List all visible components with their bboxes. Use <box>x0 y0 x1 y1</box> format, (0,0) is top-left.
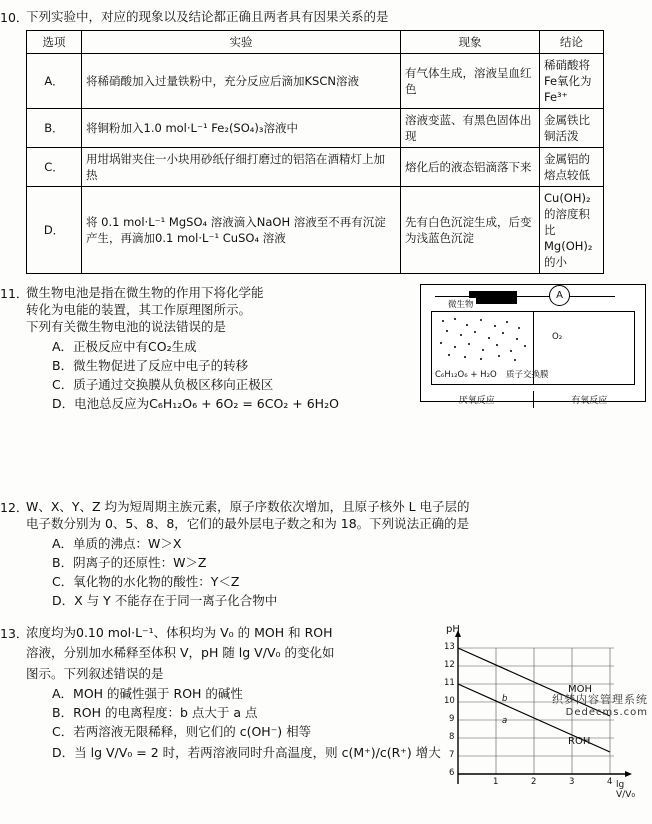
table-row <box>27 109 604 148</box>
row-c-option: C． <box>27 148 82 187</box>
table-row <box>27 187 604 274</box>
y-tick-10: 10 <box>444 696 455 706</box>
question-11-number: 11． <box>0 286 29 301</box>
y-tick-8: 8 <box>449 732 455 742</box>
microbe-dots <box>436 316 532 360</box>
cell-chamber <box>431 300 635 385</box>
series-label-roh: ROH <box>568 736 591 747</box>
table-header-row <box>27 31 604 54</box>
oxygen-label: O₂ <box>552 332 563 342</box>
question-13-option-d: D．当 lg V/V₀ = 2 时，若两溶液同时升高温度，则 c(M⁺)/c(R⁺) 增大 <box>52 745 441 760</box>
row-a-conclusion: 稀硝酸将Fe氧化为Fe³⁺ <box>540 54 604 109</box>
y-tick-12: 12 <box>444 660 455 670</box>
microbial-fuel-cell-figure <box>420 284 646 406</box>
question-12 <box>0 498 652 610</box>
membrane-label: 质子交换膜 <box>506 370 549 380</box>
row-b-phenomenon: 溶液变蓝、有黑色固体出现 <box>401 109 540 148</box>
row-b-conclusion: 金属铁比铜活泼 <box>540 109 604 148</box>
x-axis-label: lg V/V₀ <box>616 780 635 800</box>
question-10 <box>0 0 652 274</box>
row-c-experiment: 用坩埚钳夹住一小块用砂纸仔细打磨过的铝箔在酒精灯上加热 <box>82 148 401 187</box>
row-b-experiment: 将铜粉加入1.0 mol·L⁻¹ Fe₂(SO₄)₃溶液中 <box>82 109 401 148</box>
question-13-stem-line-3: 图示。下列叙述错误的是 <box>26 666 164 681</box>
col-header-option: 选项 <box>27 31 82 54</box>
y-tick-13: 13 <box>444 642 455 652</box>
fuel-label: C₆H₁₂O₆ + H₂O <box>435 370 497 380</box>
question-13-stem-line-2: 溶液，分别加水稀释至体积 V，pH 随 lg V/V₀ 的变化如 <box>26 645 335 660</box>
row-d-option: D． <box>27 187 82 274</box>
x-tick-3: 3 <box>569 777 575 787</box>
table-row <box>27 54 604 109</box>
col-header-conclusion: 结论 <box>540 31 604 54</box>
x-tick-4: 4 <box>607 777 613 787</box>
question-11-option-d: D．电池总反应为C₆H₁₂O₆ + 6O₂ = 6CO₂ + 6H₂O <box>52 396 339 411</box>
question-13 <box>0 624 652 824</box>
col-header-experiment: 实验 <box>82 31 401 54</box>
row-d-experiment: 将 0.1 mol·L⁻¹ MgSO₄ 溶液滴入NaOH 溶液至不再有沉淀产生，再滴加0.1 mol·L⁻¹ CuSO₄ 溶液 <box>82 187 401 274</box>
y-tick-7: 7 <box>449 750 455 760</box>
question-11-option-b: B．微生物促进了反应中电子的转移 <box>52 358 249 373</box>
row-c-phenomenon: 熔化后的液态铝滴落下来 <box>401 148 540 187</box>
row-c-conclusion: 金属铝的熔点较低 <box>540 148 604 187</box>
question-11-stem-line-3: 下列有关微生物电池的说法错误的是 <box>26 319 227 334</box>
watermark-sub: Dedecms.com <box>565 707 648 718</box>
question-12-stem-line-2: 电子数分别为 0、5、8、8，它们的最外层电子数之和为 18。下列说法正确的是 <box>26 516 470 531</box>
question-11-option-c: C．质子通过交换膜从负极区移向正极区 <box>52 377 274 392</box>
y-tick-11: 11 <box>444 678 455 688</box>
ammeter-icon: A <box>549 285 570 306</box>
question-12-option-a: A．单质的沸点：W＞X <box>52 536 182 551</box>
question-12-option-b: B．阴离子的还原性：W＞Z <box>52 555 207 570</box>
table-row <box>27 148 604 187</box>
question-12-stem-line-1: W、X、Y、Z 均为短周期主族元素，原子序数依次增加，且原子核外 L 电子层的 <box>26 499 470 514</box>
question-12-number: 12． <box>0 500 29 515</box>
experiment-table <box>26 30 604 274</box>
series-label-moh: MOH <box>568 684 593 695</box>
x-tick-1: 1 <box>493 777 499 787</box>
question-10-stem: 下列实验中，对应的现象以及结论都正确且两者具有因果关系的是 <box>26 9 389 24</box>
watermark-main: 织梦内容管理系统 <box>552 693 648 706</box>
row-d-phenomenon: 先有白色沉淀生成，后变为浅蓝色沉淀 <box>401 187 540 274</box>
question-13-option-a: A．MOH 的碱性强于 ROH 的碱性 <box>52 686 243 701</box>
question-13-number: 13． <box>0 626 29 641</box>
question-11-stem-line-2: 转化为电能的装置，其工作原理图所示。 <box>26 302 252 317</box>
y-tick-9: 9 <box>449 714 455 724</box>
row-a-experiment: 将稀硝酸加入过量铁粉中，充分反应后滴加KSCN溶液 <box>82 54 401 109</box>
anaerobic-label: 厌氧反应 <box>421 391 534 408</box>
resistor-icon <box>469 291 517 304</box>
row-d-conclusion: Cu(OH)₂的溶度积比 Mg(OH)₂的小 <box>540 187 604 274</box>
wire-line <box>435 296 615 297</box>
question-10-number: 10． <box>0 10 29 25</box>
y-tick-6: 6 <box>449 768 455 778</box>
microbe-label: 微生物 <box>448 300 474 310</box>
question-11-stem-line-1: 微生物电池是指在微生物的作用下将化学能 <box>26 285 264 300</box>
question-13-stem-line-1: 浓度均为0.10 mol·L⁻¹、体积均为 V₀ 的 MOH 和 ROH <box>26 625 333 640</box>
aerobic-label: 有氧反应 <box>571 396 608 406</box>
question-11-option-a: A．正极反应中有CO₂生成 <box>52 339 197 354</box>
question-13-option-b: B．ROH 的电离程度：b 点大于 a 点 <box>52 705 258 720</box>
point-label-b: b <box>502 694 508 704</box>
row-b-option: B． <box>27 109 82 148</box>
y-axis-label: pH <box>446 624 460 635</box>
col-header-phenomenon: 现象 <box>401 31 540 54</box>
watermark <box>552 691 648 718</box>
row-a-option: A． <box>27 54 82 109</box>
question-12-option-c: C．氧化物的水化物的酸性：Y＜Z <box>52 574 240 589</box>
point-label-a: a <box>502 716 508 726</box>
row-a-phenomenon: 有气体生成，溶液呈血红色 <box>401 54 540 109</box>
question-13-option-c: C．若两溶液无限稀释，则它们的 c(OH⁻) 相等 <box>52 724 312 739</box>
question-12-option-d: D．X 与 Y 不能存在于同一离子化合物中 <box>52 593 278 608</box>
question-11 <box>0 284 652 424</box>
x-tick-2: 2 <box>531 777 537 787</box>
